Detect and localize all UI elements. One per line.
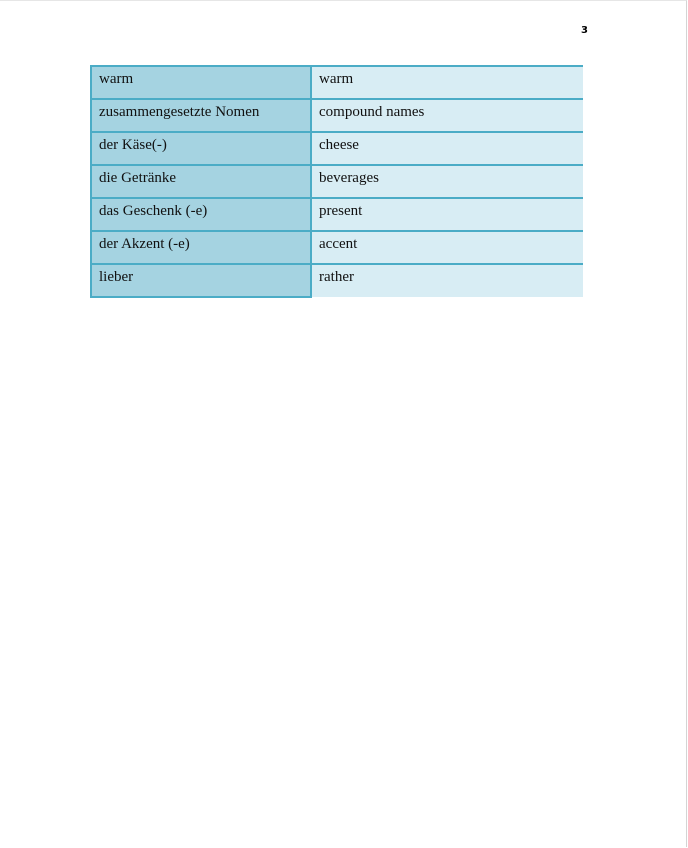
table-row [91,66,583,99]
table-row [91,198,583,231]
german-term: die Getränke [91,165,311,198]
english-translation: accent [311,231,583,264]
table-row [91,264,583,297]
german-term: warm [91,66,311,99]
table-row [91,132,583,165]
table-row [91,231,583,264]
english-translation: beverages [311,165,583,198]
table-row [91,99,583,132]
english-translation: rather [311,264,583,297]
vocabulary-table [90,65,583,298]
english-translation: cheese [311,132,583,165]
german-term: der Käse(-) [91,132,311,165]
page-number: 3 [581,25,588,36]
english-translation: present [311,198,583,231]
german-term: lieber [91,264,311,297]
german-term: der Akzent (-e) [91,231,311,264]
german-term: zusammengesetzte Nomen [91,99,311,132]
english-translation: warm [311,66,583,99]
table-row [91,165,583,198]
german-term: das Geschenk (-e) [91,198,311,231]
english-translation: compound names [311,99,583,132]
